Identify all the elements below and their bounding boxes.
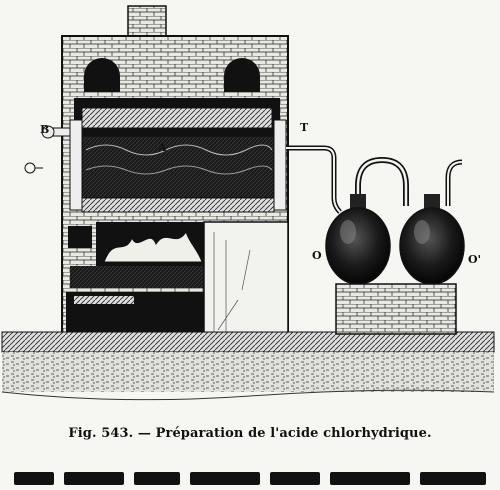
cropped-text-line	[8, 470, 492, 486]
figure-caption: Fig. 543. — Préparation de l'acide chlorhydrique.	[68, 426, 432, 441]
ground	[2, 332, 494, 400]
label-t: T	[300, 121, 309, 134]
label-b: B	[40, 123, 50, 136]
label-a: A	[158, 141, 167, 154]
label-o-prime: O'	[468, 253, 481, 266]
flask-right	[400, 194, 464, 284]
flask-stand	[336, 284, 456, 334]
label-o: O	[312, 249, 322, 262]
chimney	[128, 6, 166, 36]
